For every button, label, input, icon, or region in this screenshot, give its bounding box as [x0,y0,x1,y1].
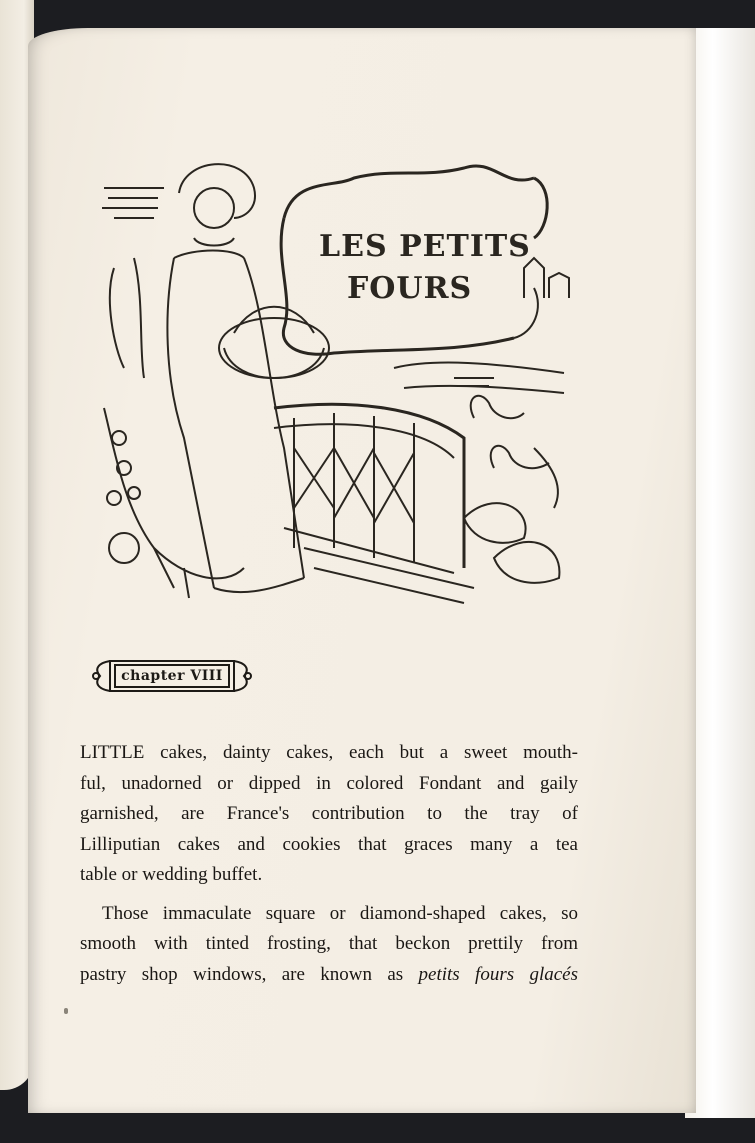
chapter-number: chapter VIII [121,668,223,684]
body-line: Lilliputian cakes and cookies that graces many a tea [80,833,578,855]
body-text-plain: pastry shop windows, are known as [80,963,419,985]
page-mark [64,1008,68,1014]
illustration-title-line1: LES PETITS [319,229,531,264]
body-line-last [80,960,578,991]
body-line: Those immaculate square or diamond-shaped cakes, so [102,902,578,924]
illustration-title-line2: FOURS [347,271,473,306]
body-line: table or wedding buffet. [80,864,263,885]
body-line: LITTLE cakes, dainty cakes, each but a sweet mouth- [80,742,578,763]
chapter-label [88,655,256,697]
body-line: ful, unadorned or dipped in colored Fondant and gaily [80,772,578,794]
chapter-illustration [94,148,578,610]
illustration-drawing [94,148,578,610]
body-line: smooth with tinted frosting, that beckon prettily from [80,933,578,954]
chapter-body-text [80,738,578,990]
body-text-italic: petits fours glacés [418,963,578,985]
book-page [28,28,696,1113]
body-line: garnished, are France's contribution to the tray of [80,803,578,824]
